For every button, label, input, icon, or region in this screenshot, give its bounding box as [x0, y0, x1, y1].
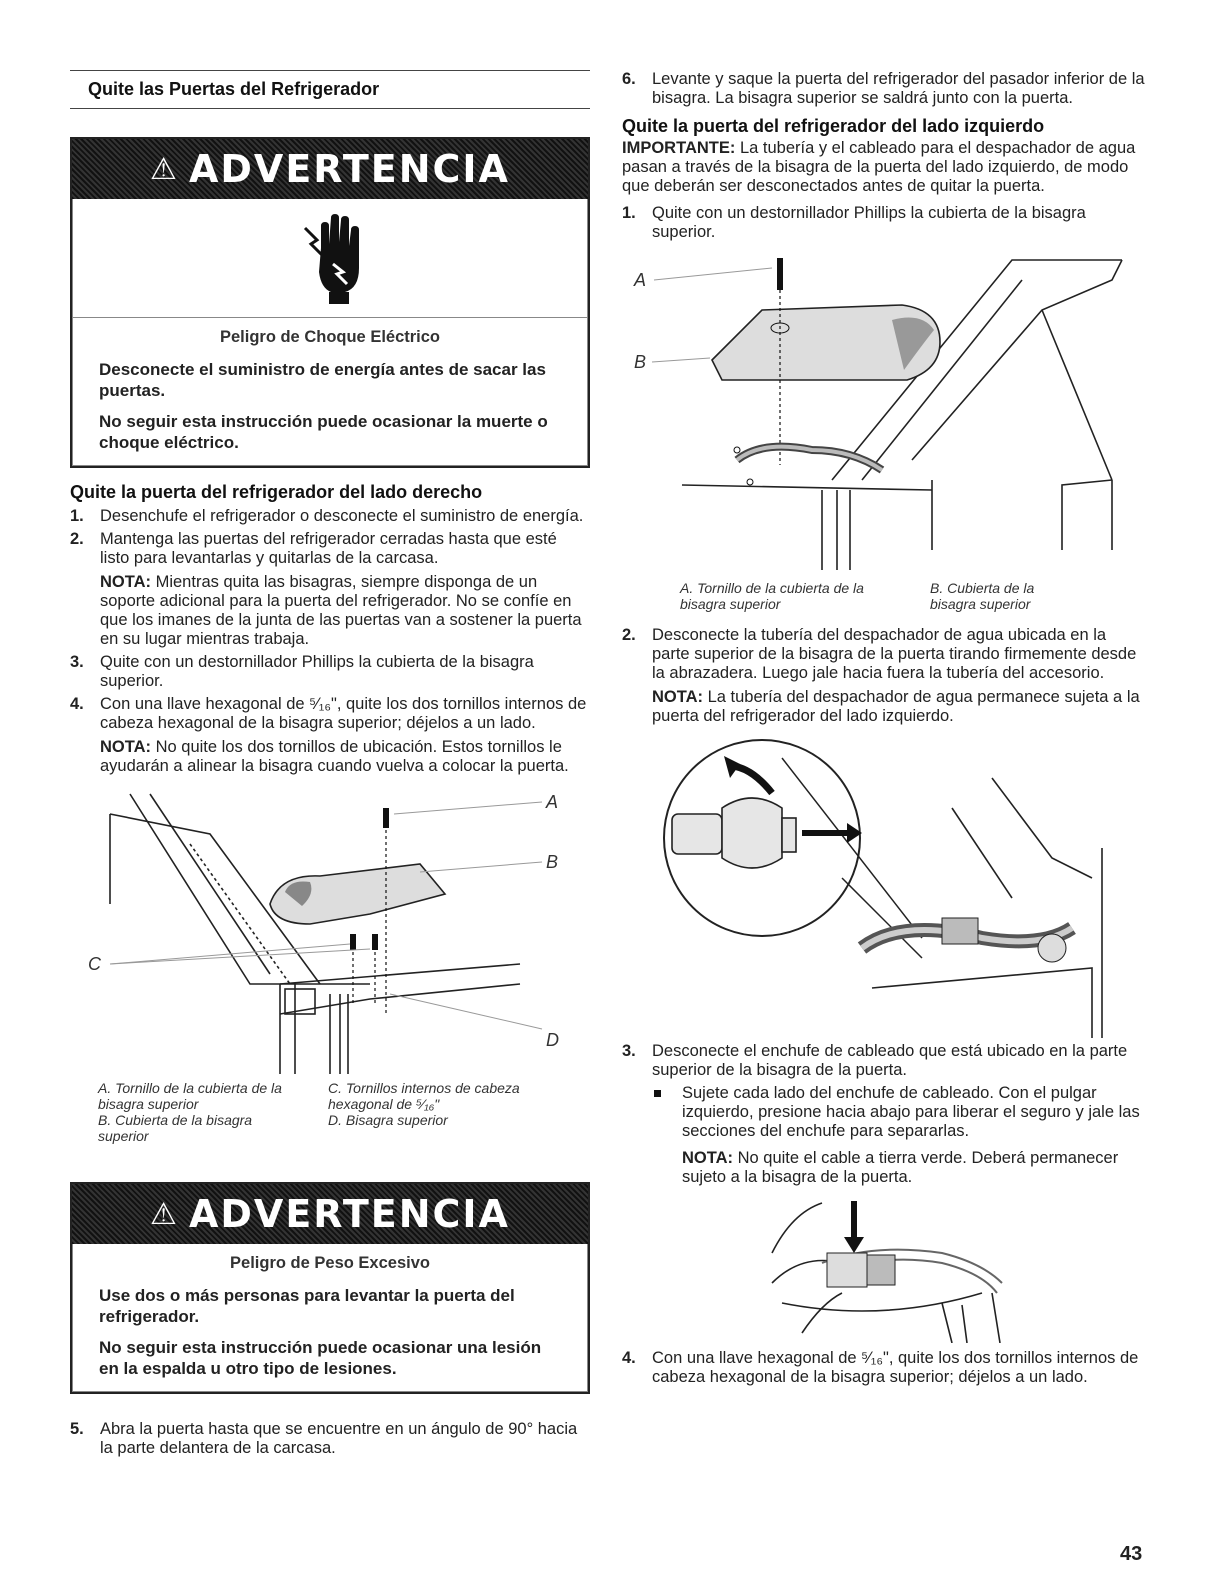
- step-3-left: [622, 1042, 1147, 1187]
- step-2-left: [622, 626, 1147, 726]
- step-number: 3.: [622, 1042, 636, 1060]
- warning-line-1: Desconecte el suministro de energía antes de sacar las puertas.: [99, 360, 546, 400]
- water-tube-figure: [622, 738, 1147, 1038]
- note-label: NOTA:: [652, 688, 704, 706]
- step-text: Mantenga las puertas del refrigerador cerradas hasta que esté listo para levantarlas y quitarlas de la carcasa.: [100, 530, 557, 567]
- fig-label-d: D: [546, 1030, 559, 1050]
- section-title: Quite las Puertas del Refrigerador: [88, 79, 380, 99]
- fig-label-a: A: [546, 792, 559, 812]
- step-text: Desconecte la tubería del despachador de agua ubicada en la parte superior de la bisagra de la puerta tirando firmemente desde la abrazadera. Luego jale hacia fuera la tubería del accesorio.: [652, 626, 1137, 682]
- step-text: Levante y saque la puerta del refrigerador del pasador inferior de la bisagra. La bisagra superior se saldrá junto con la puerta.: [652, 70, 1145, 107]
- step-4: [70, 695, 590, 776]
- warning-header: [72, 1184, 588, 1244]
- warning-header-text: ADVERTENCIA: [188, 1192, 510, 1236]
- warning-subtitle: Peligro de Peso Excesivo: [230, 1254, 430, 1272]
- left-hinge-figure: [622, 250, 1147, 580]
- fig-label-c: C: [88, 954, 101, 974]
- excess-weight-warning: [70, 1182, 590, 1394]
- bullet-item: [652, 1084, 1147, 1187]
- caption-a: A. Tornillo de la cubierta de la bisagra superior: [98, 1080, 282, 1112]
- step-text: Con una llave hexagonal de ⁵⁄₁₆", quite los dos tornillos internos de cabeza hexagonal de la bisagra superior; déjelos a un lado.: [100, 695, 587, 732]
- warning-body: [72, 1244, 588, 1392]
- step-number: 6.: [622, 70, 636, 88]
- electric-shock-warning: [70, 137, 590, 468]
- step-number: 4.: [622, 1349, 636, 1367]
- step-3: [70, 653, 590, 691]
- section-rule-bottom: [70, 108, 590, 109]
- right-column: [622, 70, 1147, 1391]
- note-label: NOTA:: [100, 738, 152, 756]
- bullet-text: Sujete cada lado del enchufe de cableado. Con el pulgar izquierdo, presione hacia abajo para liberar el seguro y jale las secciones del enchufe para separarlas.: [682, 1084, 1140, 1140]
- step-note: [652, 688, 1147, 726]
- caption-b: B. Cubierta de la bisagra superior: [98, 1112, 253, 1144]
- step-text: Abra la puerta hasta que se encuentre en un ángulo de 90° hacia la parte delantera de la carcasa.: [100, 1420, 578, 1457]
- step-text: Desconecte el enchufe de cableado que está ubicado en la parte superior de la bisagra de la puerta.: [652, 1042, 1128, 1079]
- warning-line-2: No seguir esta instrucción puede ocasionar la muerte o choque eléctrico.: [99, 412, 548, 452]
- step-number: 1.: [70, 507, 84, 525]
- important-label: IMPORTANTE:: [622, 139, 736, 157]
- caption-c: C. Tornillos internos de cabeza hexagonal de ⁵⁄₁₆": [328, 1080, 520, 1112]
- step-4-left: [622, 1349, 1147, 1387]
- step-number: 2.: [70, 530, 84, 548]
- step-2: [70, 530, 590, 649]
- electric-shock-hand-icon: [72, 199, 588, 317]
- warning-line-1: Use dos o más personas para levantar la puerta del refrigerador.: [99, 1286, 515, 1326]
- warning-line-2: No seguir esta instrucción puede ocasionar una lesión en la espalda u otro tipo de lesiones.: [99, 1338, 542, 1378]
- step-number: 2.: [622, 626, 636, 644]
- warning-subtitle: Peligro de Choque Eléctrico: [219, 328, 441, 346]
- warning-header-text: ADVERTENCIA: [188, 147, 510, 191]
- important-paragraph: [622, 139, 1147, 196]
- note-text: No quite el cable a tierra verde. Deberá permanecer sujeto a la bisagra de la puerta.: [682, 1149, 1119, 1186]
- wire-plug-figure: [622, 1193, 1147, 1343]
- step-1: [70, 507, 590, 526]
- left-column: [70, 70, 590, 1462]
- note-label: NOTA:: [682, 1149, 734, 1167]
- figure-captions: [70, 1080, 590, 1144]
- subsection-title-right-door: Quite la puerta del refrigerador del lado derecho: [70, 482, 483, 502]
- right-hinge-figure: [70, 784, 590, 1084]
- fig-label-b: B: [634, 352, 647, 372]
- step-number: 1.: [622, 204, 636, 222]
- caption-d: D. Bisagra superior: [328, 1112, 448, 1128]
- step-number: 4.: [70, 695, 84, 713]
- page-number: 43: [1120, 1543, 1143, 1565]
- step-5: [70, 1420, 590, 1458]
- step-note: [100, 738, 590, 776]
- note-label: NOTA:: [100, 573, 152, 591]
- note-text: No quite los dos tornillos de ubicación. Estos tornillos le ayudarán a alinear la bisagra cuando vuelva a colocar la puerta.: [100, 738, 569, 775]
- step-text: Quite con un destornillador Phillips la cubierta de la bisagra superior.: [100, 653, 534, 690]
- figure-captions-left: [622, 580, 1147, 612]
- step-6: [622, 70, 1147, 108]
- note-text: Mientras quita las bisagras, siempre disponga de un soporte adicional para la puerta del refrigerador. No se confíe en que los imanes de la junta de las puertas van a sostener la puerta en su lugar mientras trabaja.: [100, 573, 582, 648]
- step-number: 5.: [70, 1420, 84, 1438]
- important-text: La tubería y el cableado para el despachador de agua pasan a través de la bisagra de la puerta del lado izquierdo, de modo que deberán ser desconectados antes de quitar la puerta.: [622, 139, 1136, 195]
- warning-triangle-icon: ⚠: [150, 151, 179, 187]
- fig-label-a: A: [634, 270, 647, 290]
- step-text: Con una llave hexagonal de ⁵⁄₁₆", quite los dos tornillos internos de cabeza hexagonal de la bisagra superior; déjelos a un lado.: [652, 1349, 1139, 1386]
- bullet-square-icon: [654, 1090, 661, 1097]
- step-text: Desenchufe el refrigerador o desconecte el suministro de energía.: [100, 507, 584, 525]
- warning-triangle-icon: ⚠: [150, 1196, 179, 1232]
- warning-body: [72, 317, 588, 466]
- step-text: Quite con un destornillador Phillips la cubierta de la bisagra superior.: [652, 204, 1086, 241]
- step-number: 3.: [70, 653, 84, 671]
- step-1-left: [622, 204, 1147, 242]
- note-text: La tubería del despachador de agua permanece sujeta a la puerta del refrigerador del lado izquierdo.: [652, 688, 1140, 725]
- caption-a: A. Tornillo de la cubierta de la bisagra superior: [680, 580, 864, 612]
- caption-b: B. Cubierta de la bisagra superior: [930, 580, 1035, 612]
- warning-header: [72, 139, 588, 199]
- subsection-title-left-door: Quite la puerta del refrigerador del lado izquierdo: [622, 116, 1045, 136]
- step-note: [682, 1149, 1147, 1187]
- fig-label-b: B: [546, 852, 559, 872]
- step-note: [100, 573, 590, 649]
